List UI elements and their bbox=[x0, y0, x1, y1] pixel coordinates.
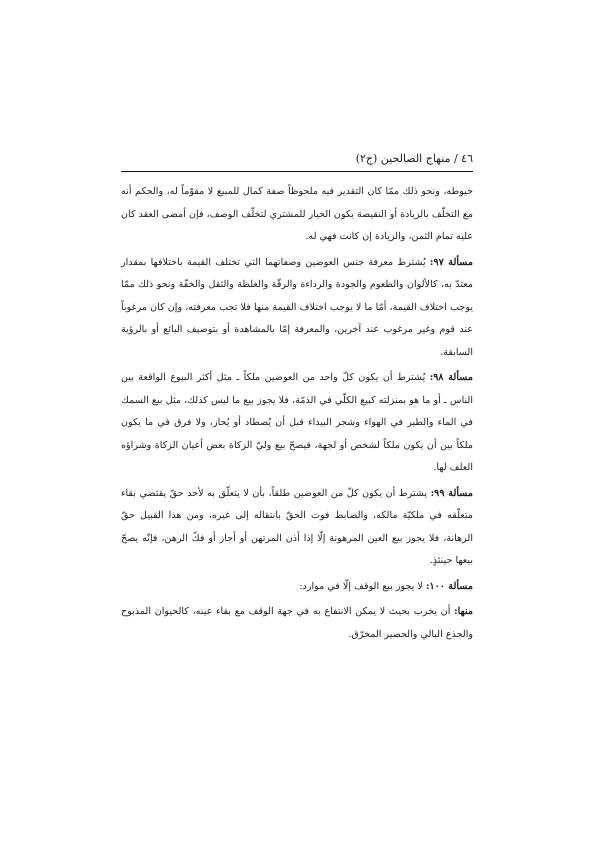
issue-heading: مسألة ٩٩: bbox=[430, 487, 473, 499]
text-line: أن يخرب بحيث لا يمكن الانتفاع به في جهة الوقف مع بقاء عينه، كالحيوان bbox=[154, 606, 451, 617]
text-line: فإن أمضى العقد كان عليه تمام الثمن، والزيادة إن كانت فهي له. bbox=[121, 208, 473, 242]
text-line: والخفّة ونحو ذلك ممّا يوجب اختلاف القيمة، أمّا ما لا يوجب اختلاف القيمة منها bbox=[121, 279, 473, 313]
paragraph-continuation bbox=[121, 181, 473, 249]
paragraph-issue-99 bbox=[121, 483, 473, 573]
text-line: الرهن، فإنّه يصحّ بيعها حينئذٍ. bbox=[121, 532, 473, 566]
paragraph-issue-97 bbox=[121, 252, 473, 365]
case-heading: منها: bbox=[454, 606, 473, 617]
issue-heading: مسألة ١٠٠: bbox=[425, 580, 473, 592]
text-line: يقتضي بقاء متعلّقه في ملكيّة مالكه، والضابط فوت الحقّ بانتقاله إلى غيره، ومن bbox=[121, 487, 473, 521]
paragraph-case-one bbox=[121, 601, 473, 646]
text-line: المذبوح والجذع البالي والحصير المخرّق. bbox=[121, 606, 473, 640]
paragraph-issue-100 bbox=[121, 576, 473, 599]
text-line: هذا القبيل حقّ الرهانة، فلا يجوز بيع العين المرهونة إلّا إذا أذن المرتهن أو أجاز أو فكّ bbox=[121, 510, 473, 544]
text-line: الواقعة بين الناس ـ أو ما هو بمنزلته كبيع الكلّي في الذمّة، فلا يجوز بيع ما ليس bbox=[121, 372, 473, 406]
text-line: والحكم أنه مع التخلّف بالزيادة أو النقيصة يكون الخيار للمشتري لتخلّف الوصف، bbox=[121, 186, 473, 220]
text-line: كذلك، مثل بيع السمك في الماء والطير في الهواء وشجر البيداء قبل أن يُصطاد أو bbox=[121, 394, 473, 428]
text-line: لا يجوز بيع الوقف إلّا في موارد: bbox=[299, 580, 423, 592]
issue-heading: مسألة ٩٨: bbox=[429, 372, 473, 383]
text-line: يُحاز، ولا فرق في ما يكون ملكاً بين أن يكون ملكاً لشخص أو لجهة، فيصحّ بيع وليّ bbox=[121, 417, 473, 451]
text-line: فلا تجب معرفته، وإن كان مرغوباً عند قوم وغير مرغوب عند آخرين، والمعرفة إمّا bbox=[121, 301, 473, 335]
text-line: خيوطه، ونحو ذلك ممّا كان التقدير فيه ملحوظاً صفة كمال للمبيع لا مقوّماً له، bbox=[166, 186, 473, 197]
running-header bbox=[121, 152, 473, 166]
header-divider bbox=[121, 171, 473, 172]
text-line: بالمشاهدة أو بتوصيف البائع أو بالرؤية السابقة. bbox=[121, 324, 473, 358]
text-line: يُشترط معرفة جنس العوضين وصفاتهما التي تختلف القيمة bbox=[186, 256, 426, 268]
page-body bbox=[121, 181, 473, 649]
text-line: باختلافها بمقدار معتدّ به، كالألوان والطعوم والجودة والرداءة والرقّة والغلظة والثقل bbox=[121, 256, 473, 290]
header-text: ٤٦ / منهاج الصالحين (ج٢) bbox=[355, 152, 473, 165]
text-line: يشترط أن يكون كلّ من العوضين طلقاً، بأن لا يتعلّق به لأحد حقّ bbox=[169, 487, 428, 499]
issue-heading: مسألة ٩٧: bbox=[429, 256, 473, 268]
text-line: يُشترط أن يكون كلّ واحد من العوضين ملكاً ـ مثل أكثر البيوع bbox=[170, 372, 426, 383]
paragraph-issue-98 bbox=[121, 367, 473, 480]
text-line: الزكاة بعض أعيان الزكاة وشراؤه العلف لها. bbox=[121, 439, 473, 473]
